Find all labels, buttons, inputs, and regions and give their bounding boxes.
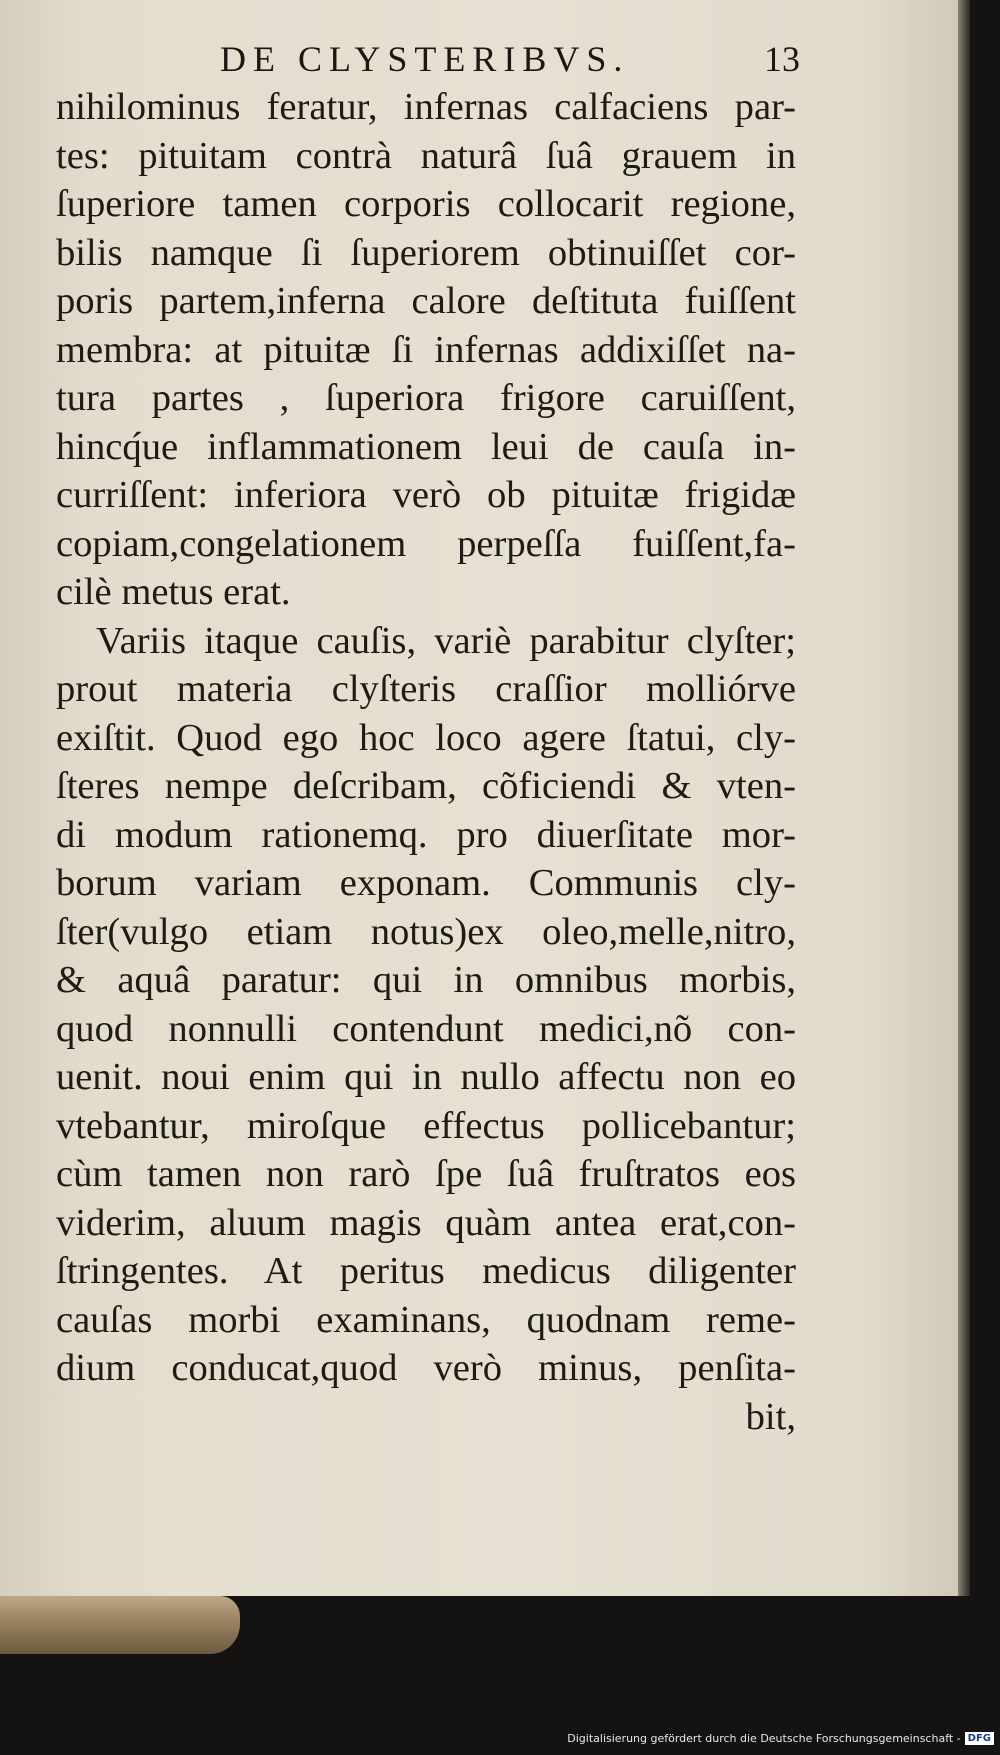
text-line: & aquâ paratur: qui in omnibus morbis, [56,959,796,1001]
text-line: vtebantur, miroſque effectus pollicebantur; [56,1104,796,1147]
text-line: ſteres nempe deſcribam, cõficiendi & vten- [56,765,796,807]
text-line: cilè metus erat. [56,571,291,613]
text-line: exiſtit. Quod ego hoc loco agere ſtatui, cly- [56,716,796,759]
page-edge-shadow [958,0,970,1596]
page-header [220,38,800,88]
text-line: hincq́ue inflammationem leui de cauſa in- [56,425,796,468]
book-spine [0,1596,240,1654]
text-line: tes: pituitam contrà naturâ ſuâ grauem in [56,134,796,177]
text-line: cùm tamen non rarò ſpe ſuâ fruſtratos eos [56,1153,796,1195]
text-line: viderim, aluum magis quàm antea erat,con- [56,1201,796,1244]
text-line: bilis namque ſi ſuperiorem obtinuiſſet cor- [56,231,796,274]
text-line: membra: at pituitæ ſi infernas addixiſſet na- [56,328,796,371]
page-number: 13 [764,39,800,79]
funding-credit: Digitalisierung gefördert durch die Deutsche Forschungsgemeinschaft - [567,1731,961,1745]
text-line: copiam,congelationem perpeſſa fuiſſent,fa- [56,522,796,565]
dfg-logo: DFG [965,1732,994,1745]
catchword: bit, [745,1395,796,1438]
text-line: Variis itaque cauſis, variè parabitur clyſter; [96,619,796,662]
text-line: cauſas morbi examinans, quodnam reme- [56,1298,796,1341]
text-line: quod nonnulli contendunt medici,nõ con- [56,1007,796,1050]
text-line: ſuperiore tamen corporis collocarit regione, [56,183,796,225]
text-line: prout materia clyſteris craſſior molliórve [56,668,796,710]
body-text [56,83,796,1441]
text-line: ſter(vulgo etiam notus)ex oleo,melle,nitro, [56,910,796,953]
text-line: uenit. noui enim qui in nullo affectu non eo [56,1056,796,1098]
text-line: di modum rationemq. pro diuerſitate mor- [56,813,796,856]
digitization-footer [567,1728,994,1748]
text-line: poris partem,inferna calore deſtituta fuiſſent [56,280,796,322]
text-line: nihilominus feratur, infernas calfaciens par- [56,86,796,128]
text-line: dium conducat,quod verò minus, penſita- [56,1347,796,1389]
text-line: tura partes , ſuperiora frigore caruiſſent, [56,377,796,419]
running-title: DE CLYSTERIBVS. [220,39,630,79]
text-line: borum variam exponam. Communis cly- [56,862,796,904]
text-line: ſtringentes. At peritus medicus diligenter [56,1250,796,1292]
text-line: curriſſent: inferiora verò ob pituitæ frigidæ [56,474,796,516]
